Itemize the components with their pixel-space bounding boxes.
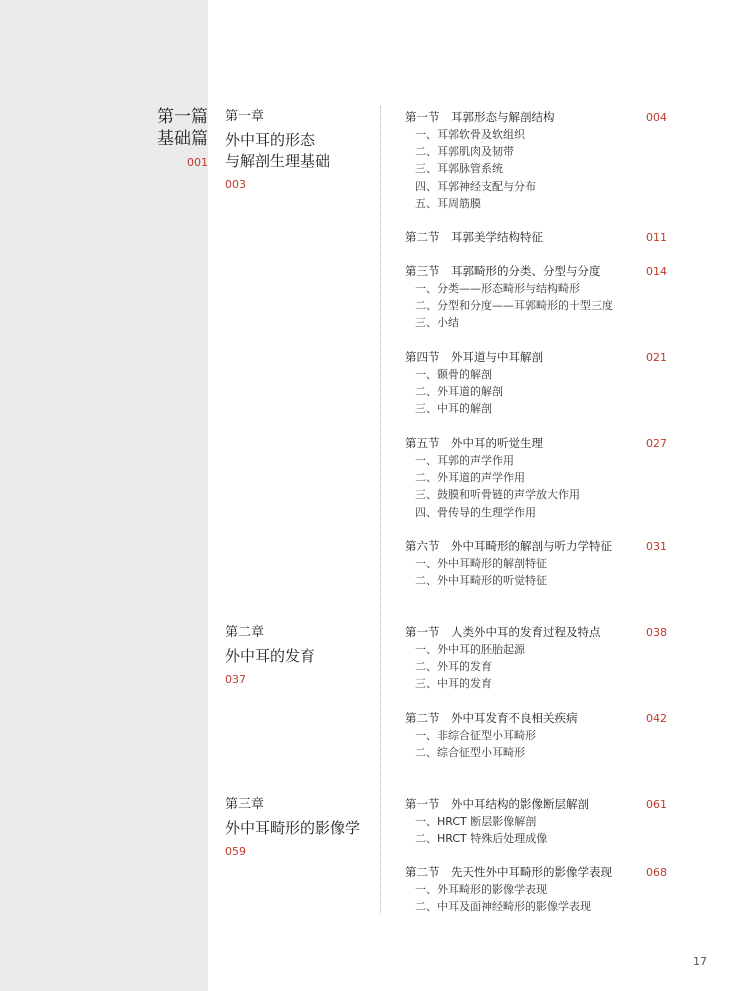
subsection-item: 一、外耳畸形的影像学表现 bbox=[415, 883, 547, 896]
chapter-title-line: 外中耳的发育 bbox=[225, 647, 316, 665]
subsection-item: 二、中耳及面神经畸形的影像学表现 bbox=[415, 900, 591, 914]
subsection-item: 一、非综合征型小耳畸形 bbox=[415, 729, 536, 742]
chapter-title bbox=[225, 130, 370, 172]
section-heading bbox=[405, 109, 667, 126]
section-page-number: 031 bbox=[646, 540, 667, 553]
toc-section[interactable] bbox=[405, 864, 667, 915]
subsection-item: 一、外中耳畸形的解剖特征 bbox=[415, 557, 547, 570]
subsection-item: 一、颞骨的解剖 bbox=[415, 368, 492, 381]
section-page-number: 021 bbox=[646, 351, 667, 364]
subsection-item: 五、耳周筋膜 bbox=[415, 196, 481, 210]
toc-section[interactable] bbox=[405, 349, 667, 418]
subsection-item: 一、外中耳的胚胎起源 bbox=[415, 643, 525, 656]
subsection-item: 二、HRCT 特殊后处理成像 bbox=[415, 832, 548, 846]
part-number: 第一篇 bbox=[157, 107, 208, 127]
subsection-item: 二、外耳道的声学作用 bbox=[415, 471, 525, 485]
section-page-number: 038 bbox=[646, 626, 667, 639]
chapter-title-line: 外中耳畸形的影像学 bbox=[225, 819, 361, 837]
section-title: 第一节 人类外中耳的发育过程及特点 bbox=[405, 625, 601, 639]
toc-section[interactable] bbox=[405, 109, 667, 212]
subsection-item: 一、耳郭的声学作用 bbox=[415, 454, 514, 467]
subsection-item: 一、耳郭软骨及软组织 bbox=[415, 128, 525, 141]
subsection-item: 三、中耳的发育 bbox=[415, 677, 492, 691]
toc-section[interactable] bbox=[405, 263, 667, 332]
page-number: 17 bbox=[693, 955, 707, 968]
section-page-number: 014 bbox=[646, 265, 667, 278]
subsection-item: 三、鼓膜和听骨链的声学放大作用 bbox=[415, 488, 580, 502]
section-heading bbox=[405, 538, 667, 555]
section-heading bbox=[405, 710, 667, 727]
dotted-divider bbox=[380, 106, 381, 914]
section-page-number: 042 bbox=[646, 712, 667, 725]
section-title: 第六节 外中耳畸形的解剖与听力学特征 bbox=[405, 539, 612, 553]
subsection-item: 二、分型和分度——耳郭畸形的十型三度 bbox=[415, 299, 613, 313]
chapter-title-line: 外中耳的形态 bbox=[225, 131, 316, 149]
subsection-item: 二、综合征型小耳畸形 bbox=[415, 746, 525, 760]
section-title: 第一节 耳郭形态与解剖结构 bbox=[405, 110, 555, 124]
subsection-item: 二、外耳的发育 bbox=[415, 660, 492, 674]
section-title: 第一节 外中耳结构的影像断层解剖 bbox=[405, 797, 589, 811]
chapter-page-number: 059 bbox=[225, 845, 246, 858]
toc-section[interactable] bbox=[405, 229, 667, 246]
section-heading bbox=[405, 229, 667, 246]
section-title: 第三节 耳郭畸形的分类、分型与分度 bbox=[405, 264, 601, 278]
toc-section[interactable] bbox=[405, 538, 667, 589]
subsection-item: 一、分类——形态畸形与结构畸形 bbox=[415, 282, 580, 295]
chapter-label: 第一章 bbox=[225, 109, 265, 124]
subsection-item: 三、中耳的解剖 bbox=[415, 402, 492, 416]
chapter-label: 第二章 bbox=[225, 625, 265, 640]
section-title: 第二节 外中耳发育不良相关疾病 bbox=[405, 711, 578, 725]
section-heading bbox=[405, 796, 667, 813]
section-page-number: 011 bbox=[646, 231, 667, 244]
part-title: 基础篇 bbox=[157, 129, 208, 149]
section-page-number: 061 bbox=[646, 798, 667, 811]
chapter-title bbox=[225, 818, 370, 839]
toc-section[interactable] bbox=[405, 624, 667, 693]
subsection-item: 二、外耳道的解剖 bbox=[415, 385, 503, 399]
subsection-item: 一、HRCT 断层影像解剖 bbox=[415, 815, 537, 828]
part-heading bbox=[157, 106, 208, 169]
section-heading bbox=[405, 864, 667, 881]
section-heading bbox=[405, 263, 667, 280]
part-page-number: 001 bbox=[187, 156, 208, 169]
chapter-page-number: 037 bbox=[225, 673, 246, 686]
subsection-item: 二、外中耳畸形的听觉特征 bbox=[415, 574, 547, 588]
subsection-item: 三、耳郭脉管系统 bbox=[415, 162, 503, 176]
subsection-item: 三、小结 bbox=[415, 316, 459, 330]
subsection-item: 二、耳郭肌肉及韧带 bbox=[415, 145, 514, 159]
chapter-3[interactable] bbox=[225, 796, 370, 858]
section-title: 第二节 耳郭美学结构特征 bbox=[405, 230, 543, 244]
subsection-item: 四、骨传导的生理学作用 bbox=[415, 505, 536, 519]
section-title: 第四节 外耳道与中耳解剖 bbox=[405, 350, 543, 364]
chapter-title bbox=[225, 646, 370, 667]
section-page-number: 004 bbox=[646, 111, 667, 124]
chapter-1[interactable] bbox=[225, 108, 370, 191]
chapter-page-number: 003 bbox=[225, 178, 246, 191]
section-title: 第二节 先天性外中耳畸形的影像学表现 bbox=[405, 865, 612, 879]
section-page-number: 068 bbox=[646, 866, 667, 879]
section-heading bbox=[405, 624, 667, 641]
chapter-label: 第三章 bbox=[225, 797, 265, 812]
toc-section[interactable] bbox=[405, 435, 667, 521]
section-page-number: 027 bbox=[646, 437, 667, 450]
section-heading bbox=[405, 435, 667, 452]
chapter-2[interactable] bbox=[225, 624, 370, 686]
subsection-item: 四、耳郭神经支配与分布 bbox=[415, 179, 536, 193]
toc-section[interactable] bbox=[405, 710, 667, 761]
section-title: 第五节 外中耳的听觉生理 bbox=[405, 436, 543, 450]
section-heading bbox=[405, 349, 667, 366]
toc-section[interactable] bbox=[405, 796, 667, 847]
chapter-title-line: 与解剖生理基础 bbox=[225, 152, 331, 170]
